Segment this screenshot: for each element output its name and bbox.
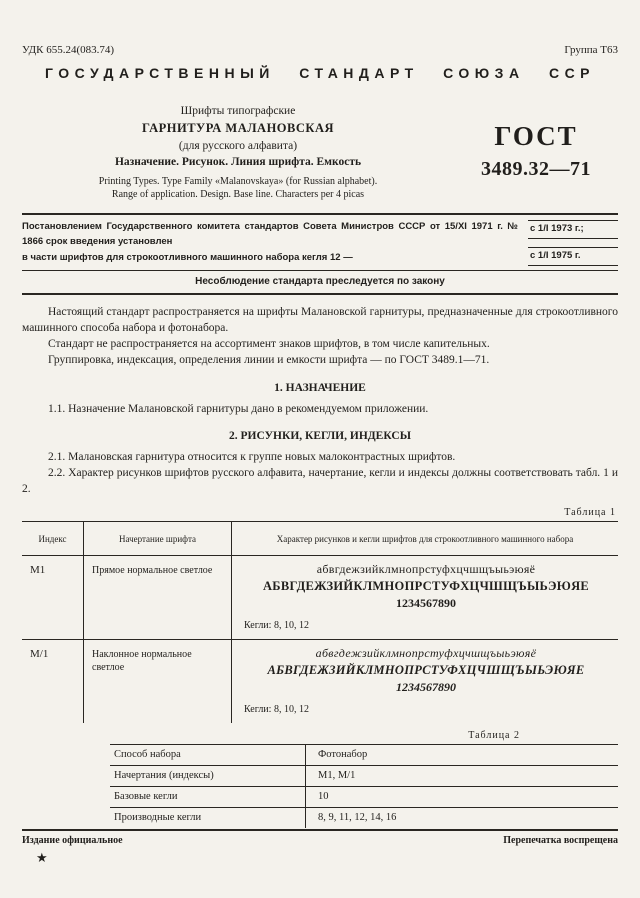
gost-label: ГОСТ: [494, 121, 578, 151]
table-2-value: 8, 9, 11, 12, 14, 16: [318, 812, 397, 824]
table-row-style: Прямое нормальное светлое: [84, 556, 232, 640]
table-row: [110, 744, 618, 765]
official-edition-label: Издание официальное: [22, 835, 123, 846]
standard-type-header: ГОСУДАРСТВЕННЫЙ СТАНДАРТ СОЮЗА ССР: [44, 65, 596, 81]
table-row-specimen: [232, 640, 618, 723]
table-2-label: Производные кегли: [110, 808, 306, 828]
group-code: Группа Т63: [564, 44, 618, 56]
decree-text: [22, 220, 528, 266]
section-1-heading: 1. НАЗНАЧЕНИЕ: [274, 381, 366, 394]
intro-section: [22, 305, 618, 368]
reprint-forbidden-label: Перепечатка воспрещена: [503, 835, 618, 846]
title-block: [22, 101, 454, 201]
table-2-caption: Таблица 2: [468, 730, 520, 742]
english-title-line1: Printing Types. Type Family «Malanovskaya» (for Russian alphabet).: [98, 176, 378, 187]
specimen-uppercase: АБВГДЕЖЗИЙКЛМНОПРСТУФХЦЧШЩЪЫЬЭЮЯЕ: [267, 663, 585, 678]
table-2-value: Фотонабор: [318, 749, 368, 761]
table-row: [110, 786, 618, 807]
decree-text-part: в части шрифтов для строкоотливного машинного набора кегля 12 —: [22, 252, 353, 264]
section-2-heading: 2. РИСУНКИ, КЕГЛИ, ИНДЕКСЫ: [228, 430, 412, 443]
star-icon: ★: [36, 850, 48, 865]
typeface-family-title: ГАРНИТУРА МАЛАНОВСКАЯ: [142, 121, 334, 135]
law-notice: Несоблюдение стандарта преследуется по закону: [22, 270, 618, 295]
specimen-digits: 1234567890: [396, 596, 456, 611]
clause-2-2: 2.2. Характер рисунков шрифтов русского алфавита, начертание, кегли и индексы должны соответствовать табл. 1 и 2.: [22, 467, 618, 496]
effective-date-part: с 1/I 1975 г.: [528, 247, 618, 266]
meta-row: [22, 44, 618, 56]
intro-paragraph-3: Группировка, индексация, определения линии и емкости шрифта — по ГОСТ 3489.1—71.: [48, 353, 490, 366]
specimen-lowercase: абвгдежзийклмнопрстуфхцчшщъыьэюяё: [316, 562, 536, 577]
table-1: [22, 521, 618, 723]
table-row: [110, 765, 618, 786]
decree-dates: [528, 220, 618, 266]
page-footer: [22, 829, 618, 866]
effective-date-main: с 1/I 1973 г.;: [528, 220, 618, 239]
specimen-sizes: Кегли: 8, 10, 12: [244, 620, 309, 632]
clause-2-1: 2.1. Малановская гарнитура относится к группе новых малоконтрастных шрифтов.: [48, 451, 456, 464]
table-1-header-style: Начертание шрифта: [84, 522, 232, 556]
table-2-label: Базовые кегли: [110, 787, 306, 807]
gost-designation: [454, 101, 618, 201]
scope-line: Назначение. Рисунок. Линия шрифта. Емкость: [114, 156, 362, 168]
decree-text-main: Постановлением Государственного комитета стандартов Совета Министров СССР от 15/XI 1971 г. № 1866 срок введения установлен: [22, 221, 518, 247]
title-area: [22, 101, 618, 201]
footer-line: [22, 829, 618, 846]
table-2-value: 10: [318, 791, 329, 803]
specimen-uppercase: АБВГДЕЖЗИЙКЛМНОПРСТУФХЦЧШЩЪЫЬЭЮЯЕ: [262, 579, 590, 594]
table-2: [110, 744, 618, 828]
specimen-sizes: Кегли: 8, 10, 12: [244, 704, 309, 716]
table-1-header-index: Индекс: [22, 522, 84, 556]
specimen-lowercase: абвгдежзийклмнопрстуфхцчшщъыьэюяё: [315, 646, 537, 661]
table-row: [110, 807, 618, 828]
table-1-header-design: Характер рисунков и кегли шрифтов для строкоотливного машинного набора: [232, 522, 618, 556]
alphabet-note: (для русского алфавита): [178, 140, 298, 152]
gost-number: 3489.32—71: [481, 158, 591, 180]
intro-paragraph-2: Стандарт не распространяется на ассортимент знаков шрифтов, в том числе капительных.: [48, 337, 490, 350]
clause-1-1: 1.1. Назначение Малановской гарнитуры дано в рекомендуемом приложении.: [48, 402, 429, 415]
table-2-label: Способ набора: [110, 745, 306, 765]
table-1-caption: Таблица 1: [564, 507, 616, 519]
table-row-specimen: [232, 556, 618, 640]
table-row-index: М/1: [22, 640, 84, 723]
table-2-value: М1, М/1: [318, 770, 356, 782]
document-subtitle: Шрифты типографские: [180, 105, 296, 117]
udk-number: УДК 655.24(083.74): [22, 44, 115, 56]
table-row-index: М1: [22, 556, 84, 640]
intro-paragraph-1: Настоящий стандарт распространяется на шрифты Малановской гарнитуры, предназначенные для строкоотливного машинного способа набора и фотонабора.: [22, 306, 618, 335]
table-row-style: Наклонное нормальное светлое: [84, 640, 232, 723]
specimen-digits: 1234567890: [396, 680, 456, 695]
decree-block: [22, 213, 618, 270]
english-title-line2: Range of application. Design. Base line. Characters per 4 picas: [111, 189, 365, 200]
table-2-label: Начертания (индексы): [110, 766, 306, 786]
